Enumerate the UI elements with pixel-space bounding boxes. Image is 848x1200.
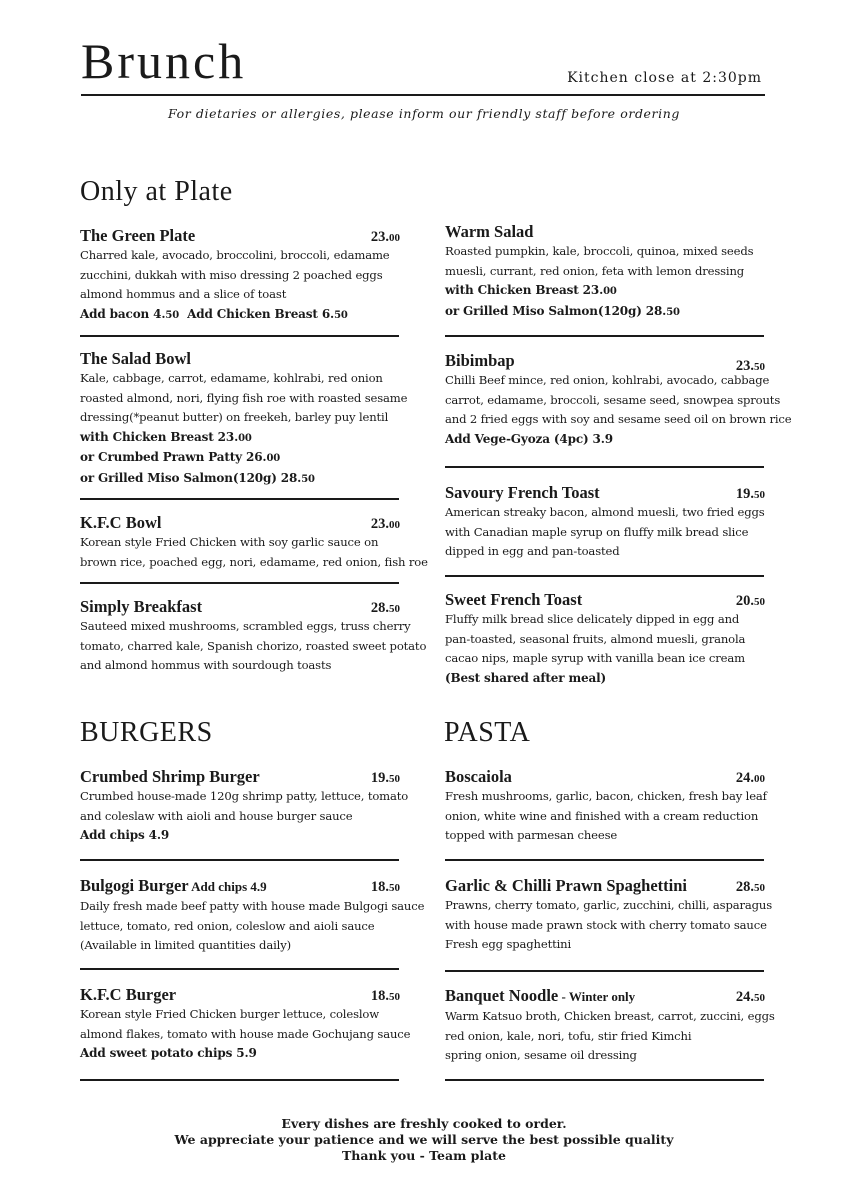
section-title-burgers: BURGERS <box>80 717 213 748</box>
item-addon: Add sweet potato chips 5.9 <box>80 1046 257 1060</box>
item-divider <box>445 859 764 861</box>
menu-item-savoury-french-toast <box>445 483 765 562</box>
item-description-line: Korean style Fried Chicken with soy garlic sauce on <box>80 535 379 549</box>
item-description-line: and coleslaw with aioli and house burger sauce <box>80 808 353 823</box>
menu-item-bulgogi-burger <box>80 876 425 956</box>
item-option: or Crumbed Prawn Patty 26.00 <box>80 450 281 464</box>
item-divider <box>445 466 764 468</box>
item-price: 28.50 <box>370 600 400 616</box>
footer-line: Thank you - Team plate <box>342 1148 506 1163</box>
item-description-line: Crumbed house-made 120g shrimp patty, lettuce, tomato <box>80 789 409 803</box>
item-description-line: carrot, edamame, broccoli, sesame seed, snowpea sprouts <box>445 392 781 407</box>
menu-item-warm-salad <box>445 222 765 322</box>
item-option: or Grilled Miso Salmon(120g) 28.50 <box>445 303 680 318</box>
item-addon: Add bacon 4.50 Add Chicken Breast 6.50 <box>80 306 348 321</box>
item-description-line: onion, white wine and finished with a cream reduction <box>445 808 759 823</box>
item-description-line: spring onion, sesame oil dressing <box>445 1048 637 1062</box>
item-divider <box>80 335 399 337</box>
item-name: Banquet Noodle - Winter only <box>445 986 636 1005</box>
item-description-line: Sauteed mixed mushrooms, scrambled eggs, truss cherry <box>80 619 411 633</box>
menu-item-banquet-noodle <box>445 986 775 1066</box>
item-description-line: Fresh egg spaghettini <box>445 937 572 951</box>
item-divider <box>80 968 399 970</box>
item-option: with Chicken Breast 23.00 <box>80 429 252 444</box>
item-divider <box>445 970 764 972</box>
page-title: Brunch <box>81 33 247 89</box>
section-title-only-at-plate: Only at Plate <box>80 176 233 207</box>
menu-item-bibimbap <box>445 351 792 449</box>
item-description-line: cacao nips, maple syrup with vanilla bean ice cream <box>445 651 745 665</box>
item-name: Bulgogi Burger Add chips 4.9 <box>80 876 267 895</box>
item-price: 18.50 <box>370 879 400 895</box>
menu-item-salad-bowl <box>80 349 408 489</box>
header-divider <box>81 94 765 96</box>
item-price: 28.50 <box>735 879 765 895</box>
kitchen-close-note: Kitchen close at 2:30pm <box>567 70 762 86</box>
item-divider <box>445 335 764 337</box>
menu-item-sweet-french-toast <box>445 590 765 688</box>
item-description-line: Kale, cabbage, carrot, edamame, kohlrabi, red onion <box>80 371 383 385</box>
item-name: K.F.C Bowl <box>80 513 162 532</box>
item-description-line: Fluffy milk bread slice delicately dipped in egg and <box>445 612 740 626</box>
item-price: 24.00 <box>735 770 765 786</box>
item-name: Warm Salad <box>445 222 534 241</box>
menu-item-crumbed-shrimp-burger <box>80 767 409 846</box>
item-addon: Add Vege-Gyoza (4pc) 3.9 <box>445 431 613 446</box>
footer-line: Every dishes are freshly cooked to order. <box>281 1116 567 1131</box>
item-note: (Best shared after meal) <box>445 670 607 685</box>
item-name: K.F.C Burger <box>80 985 177 1004</box>
menu-item-boscaiola <box>445 767 765 846</box>
item-name: Boscaiola <box>445 767 512 786</box>
item-description-line: with house made prawn stock with cherry tomato sauce <box>445 917 767 932</box>
item-description-line: dipped in egg and pan-toasted <box>445 544 620 558</box>
section-title-pasta: PASTA <box>444 717 531 748</box>
item-name: Simply Breakfast <box>80 597 203 616</box>
item-name: Sweet French Toast <box>445 590 583 609</box>
item-description-line: and almond hommus with sourdough toasts <box>80 658 332 672</box>
item-option: with Chicken Breast 23.00 <box>445 283 617 297</box>
item-description-line: lettuce, tomato, red onion, coleslow and aioli sauce <box>80 918 375 933</box>
item-description-line: red onion, kale, nori, tofu, stir fried Kimchi <box>445 1028 692 1043</box>
item-description-line: Chilli Beef mince, red onion, kohlrabi, avocado, cabbage <box>445 373 770 387</box>
item-description-line: tomato, charred kale, Spanish chorizo, roasted sweet potato <box>80 638 427 653</box>
item-description-line: and 2 fried eggs with soy and sesame seed oil on brown rice <box>445 412 792 426</box>
item-price: 19.50 <box>370 770 400 786</box>
item-addon: Add chips 4.9 <box>80 828 170 842</box>
item-divider <box>445 1079 764 1081</box>
item-price: 23.00 <box>370 229 400 245</box>
item-description-line: with Canadian maple syrup on fluffy milk bread slice <box>445 524 749 539</box>
item-description-line: (Available in limited quantities daily) <box>80 938 291 952</box>
item-name: Bibimbap <box>445 351 515 370</box>
item-description-line: Prawns, cherry tomato, garlic, zucchini, chilli, asparagus <box>445 898 773 912</box>
item-price: 20.50 <box>735 593 765 609</box>
item-description-line: roasted almond, nori, flying fish roe with roasted sesame <box>80 390 408 405</box>
menu-item-kfc-burger <box>80 985 411 1064</box>
item-divider <box>80 582 399 584</box>
item-divider <box>80 859 399 861</box>
item-description-line: almond flakes, tomato with house made Gochujang sauce <box>80 1026 411 1041</box>
item-divider <box>80 498 399 500</box>
item-name: The Green Plate <box>80 226 196 245</box>
item-description-line: pan-toasted, seasonal fruits, almond muesli, granola <box>445 631 746 646</box>
item-description-line: zucchini, dukkah with miso dressing 2 poached eggs <box>80 267 383 282</box>
item-divider <box>445 575 764 577</box>
item-description-line: Charred kale, avocado, broccolini, broccoli, edamame <box>80 248 390 262</box>
menu-item-green-plate <box>80 226 400 325</box>
dietary-note: For dietaries or allergies, please inform our friendly staff before ordering <box>168 106 680 121</box>
item-name: The Salad Bowl <box>80 349 191 368</box>
item-price: 23.00 <box>370 516 400 532</box>
item-price: 19.50 <box>735 486 765 502</box>
item-price: 18.50 <box>370 988 400 1004</box>
item-name: Crumbed Shrimp Burger <box>80 767 260 786</box>
item-name: Garlic & Chilli Prawn Spaghettini <box>445 876 688 895</box>
item-price: 24.50 <box>735 989 765 1005</box>
item-description-line: Warm Katsuo broth, Chicken breast, carrot, zuccini, eggs <box>445 1009 775 1023</box>
menu-item-kfc-bowl <box>80 513 428 572</box>
item-divider <box>80 1079 399 1081</box>
footer-note <box>0 1116 848 1164</box>
item-description-line: almond hommus and a slice of toast <box>80 287 287 301</box>
item-description-line: Roasted pumpkin, kale, broccoli, quinoa, mixed seeds <box>445 244 754 258</box>
item-description-line: American streaky bacon, almond muesli, two fried eggs <box>445 505 765 519</box>
item-description-line: dressing(*peanut butter) on freekeh, barley puy lentil <box>80 410 389 424</box>
item-option: or Grilled Miso Salmon(120g) 28.50 <box>80 470 315 485</box>
item-description-line: brown rice, poached egg, nori, edamame, red onion, fish roe <box>80 554 428 569</box>
footer-line: We appreciate your patience and we will serve the best possible quality <box>174 1132 674 1147</box>
item-description-line: Fresh mushrooms, garlic, bacon, chicken, fresh bay leaf <box>445 789 767 803</box>
menu-item-garlic-chilli-prawn-spaghettini <box>445 876 773 955</box>
item-description-line: Daily fresh made beef patty with house made Bulgogi sauce <box>80 899 425 913</box>
item-name: Savoury French Toast <box>445 483 600 502</box>
item-description-line: muesli, currant, red onion, feta with lemon dressing <box>445 263 745 278</box>
item-price: 23.50 <box>735 358 765 374</box>
item-description-line: Korean style Fried Chicken burger lettuce, coleslow <box>80 1007 380 1021</box>
menu-item-simply-breakfast <box>80 597 427 676</box>
item-description-line: topped with parmesan cheese <box>445 828 618 842</box>
